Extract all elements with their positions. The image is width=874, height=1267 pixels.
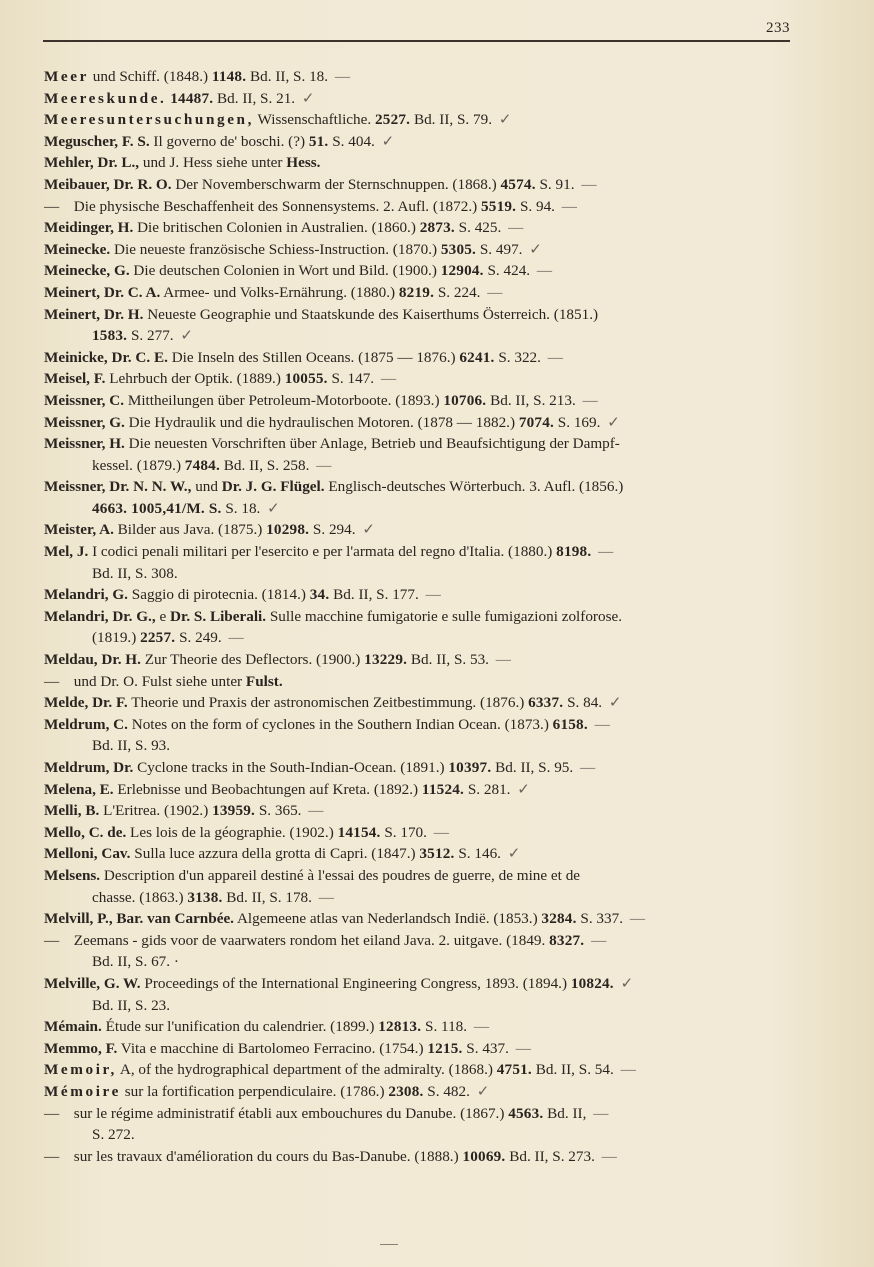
entry-author: Meissner, Dr. N. N. W., bbox=[44, 478, 192, 496]
entry-coauthor: Dr. S. Liberali. bbox=[170, 607, 267, 625]
entry-author: Meissner, C. bbox=[44, 391, 125, 409]
entry-location: S. 18. bbox=[221, 499, 261, 517]
entry-wrap-line bbox=[44, 627, 814, 649]
entry-title: Proceedings of the International Engineering Congress, 1893. (1894.) bbox=[140, 974, 571, 992]
shelf-number: 12813. bbox=[378, 1018, 422, 1036]
hand-mark: ✓ bbox=[603, 413, 620, 431]
entry-author: Meereskunde. bbox=[44, 89, 167, 107]
entry-title: Vita e macchine di Bartolomeo Ferracino. (1754.) bbox=[117, 1039, 428, 1057]
entry-location: S. 337. bbox=[576, 910, 624, 928]
shelf-number: 3138. bbox=[187, 888, 223, 906]
shelf-number: 5305. bbox=[440, 240, 477, 258]
entry-location: Bd. II, S. 273. bbox=[505, 1147, 595, 1165]
shelf-number: 10298. bbox=[266, 521, 310, 539]
catalog-entry bbox=[44, 304, 814, 347]
entry-wrap-text: (1819.) bbox=[92, 629, 141, 647]
shelf-number: 6337. bbox=[528, 694, 564, 712]
shelf-number: 1148. bbox=[211, 68, 247, 85]
entry-wrap-line bbox=[44, 1124, 814, 1146]
catalog-entry bbox=[44, 412, 814, 434]
entry-title: und Dr. O. Fulst siehe unter bbox=[70, 672, 246, 690]
shelf-number: 14154. bbox=[337, 823, 381, 841]
shelf-number: 11524. bbox=[421, 780, 465, 798]
hand-mark: ✓ bbox=[525, 240, 542, 258]
hand-mark: — bbox=[587, 931, 607, 949]
shelf-number: 10706. bbox=[443, 391, 487, 409]
entry-location: Bd. II, S. 23. bbox=[92, 996, 171, 1014]
entry-title: Étude sur l'unification du calendrier. (1899.) bbox=[101, 1018, 379, 1036]
entry-title: Description d'un appareil destiné à l'essai des poudres de guerre, de mine et de bbox=[100, 866, 581, 884]
entry-title: Neueste Geographie und Staatskunde des Kaiserthums Österreich. (1851.) bbox=[143, 305, 599, 323]
entry-author: Memoir, bbox=[44, 1061, 117, 1079]
hand-mark: — bbox=[504, 219, 524, 237]
footer-mark bbox=[380, 1244, 398, 1245]
catalog-entry bbox=[44, 541, 814, 584]
hand-mark: ✓ bbox=[503, 845, 521, 863]
entry-title: Notes on the form of cyclones in the Southern Indian Ocean. (1873.) bbox=[127, 715, 553, 733]
entry-wrap-line bbox=[44, 498, 814, 520]
entry-wrap-text: kessel. (1879.) bbox=[92, 456, 185, 474]
hand-mark: ✓ bbox=[377, 132, 395, 150]
entry-title: Cyclone tracks in the South-Indian-Ocean. (1891.) bbox=[133, 759, 449, 776]
hand-mark: — bbox=[314, 888, 334, 906]
shelf-number: 6158. bbox=[552, 715, 588, 733]
entry-author: Meguscher, F. S. bbox=[44, 132, 150, 150]
hand-mark: — bbox=[589, 1104, 609, 1122]
catalog-entry bbox=[44, 671, 814, 693]
hand-mark: — bbox=[491, 651, 511, 669]
catalog-entries bbox=[44, 66, 814, 1167]
hand-mark: ✓ bbox=[358, 521, 376, 539]
entry-wrap-line bbox=[44, 455, 814, 477]
entry-location: S. 281. bbox=[464, 780, 511, 798]
hand-mark: ✓ bbox=[263, 499, 280, 517]
entry-author: Meissner, G. bbox=[44, 413, 125, 431]
hand-mark: — bbox=[377, 370, 397, 388]
entry-title: Zur Theorie des Deflectors. (1900.) bbox=[140, 651, 365, 669]
shelf-number: 12904. bbox=[440, 262, 484, 280]
catalog-entry bbox=[44, 843, 814, 865]
entry-author: Meldrum, C. bbox=[44, 715, 128, 733]
entry-title: I codici penali militari per l'esercito e per l'armata del regno d'Italia. (1880.) bbox=[88, 543, 557, 561]
catalog-entry bbox=[44, 930, 814, 973]
hand-mark: — bbox=[511, 1039, 531, 1057]
catalog-entry bbox=[44, 260, 814, 282]
entry-location: Bd. II, S. 18. bbox=[246, 68, 329, 85]
entry-location: Fulst. bbox=[245, 672, 283, 690]
hand-mark: — bbox=[577, 175, 597, 193]
continuation-dash: — bbox=[44, 931, 60, 949]
shelf-number: 3284. bbox=[541, 910, 577, 928]
entry-location: S. 482. bbox=[423, 1082, 470, 1100]
continuation-dash: — bbox=[44, 1104, 60, 1122]
entry-coauthor: Dr. J. G. Flügel. bbox=[221, 478, 325, 496]
hand-mark: — bbox=[578, 391, 598, 409]
entry-title: und J. Hess siehe unter bbox=[139, 154, 287, 172]
catalog-entry bbox=[44, 1081, 814, 1103]
entry-author: Mehler, Dr. L., bbox=[44, 154, 140, 172]
entry-location: Bd. II, S. 53. bbox=[407, 651, 489, 669]
hand-mark: — bbox=[616, 1061, 636, 1079]
entry-title: A, of the hydrographical department of the admiralty. (1868.) bbox=[116, 1061, 497, 1079]
catalog-entry bbox=[44, 822, 814, 844]
hand-mark: — bbox=[304, 802, 324, 820]
entry-location: Bd. II, S. 79. bbox=[410, 111, 493, 129]
hand-mark: — bbox=[590, 715, 610, 733]
catalog-entry bbox=[44, 1016, 814, 1038]
hand-mark: ✓ bbox=[605, 694, 622, 712]
entry-location: S. 424. bbox=[483, 262, 531, 280]
hand-mark: ✓ bbox=[616, 974, 634, 992]
hand-mark: — bbox=[312, 456, 332, 474]
catalog-entry bbox=[44, 779, 814, 801]
entry-author: Meidinger, H. bbox=[44, 219, 134, 237]
shelf-number: 8219. bbox=[398, 283, 435, 301]
entry-title: Algemeene atlas van Nederlandsch Indië. (1853.) bbox=[233, 910, 542, 928]
entry-title: Die physische Beschaffenheit des Sonnensystems. 2. Aufl. (1872.) bbox=[70, 197, 481, 215]
entry-title: Die neueste französische Schiess-Instruction. (1870.) bbox=[110, 240, 441, 258]
entry-location: S. 146. bbox=[454, 845, 501, 863]
header-rule bbox=[43, 40, 790, 42]
shelf-number: 7484. bbox=[184, 456, 220, 474]
entry-author: Mello, C. de. bbox=[44, 823, 127, 841]
hand-mark: ✓ bbox=[176, 327, 194, 345]
catalog-entry bbox=[44, 519, 814, 541]
entry-title: Saggio di pirotecnia. (1814.) bbox=[127, 586, 310, 604]
catalog-entry bbox=[44, 174, 814, 196]
entry-location: Bd. II, S. 213. bbox=[486, 391, 576, 409]
hand-mark: — bbox=[594, 543, 614, 561]
entry-location: S. 404. bbox=[328, 132, 375, 150]
hand-mark: — bbox=[331, 68, 351, 85]
entry-author: Meinecke, G. bbox=[44, 262, 130, 280]
shelf-number: 5519. bbox=[480, 197, 517, 215]
entry-location: S. 365. bbox=[255, 802, 302, 820]
hand-mark: ✓ bbox=[472, 1082, 490, 1100]
entry-author: Melvill, P., Bar. van Carnbée. bbox=[44, 910, 234, 928]
hand-mark: — bbox=[626, 910, 645, 928]
entry-author: Melville, G. W. bbox=[44, 974, 141, 992]
entry-location: Bd. II, S. 21. bbox=[213, 89, 296, 107]
entry-wrap-line bbox=[44, 325, 814, 347]
entry-location: S. 272. bbox=[92, 1126, 135, 1144]
entry-location: Bd. II, S. 54. bbox=[531, 1061, 614, 1079]
catalog-entry bbox=[44, 1103, 814, 1146]
entry-title: Armee- und Volks-Ernährung. (1880.) bbox=[160, 283, 399, 301]
catalog-entry bbox=[44, 606, 814, 649]
entry-title: e bbox=[155, 607, 170, 625]
shelf-number: 4663. bbox=[92, 499, 128, 517]
hand-mark: — bbox=[557, 197, 577, 215]
entry-title: Erlebnisse und Beobachtungen auf Kreta. (1892.) bbox=[113, 780, 422, 798]
catalog-entry bbox=[44, 757, 814, 779]
entry-title: Wissenschaftliche. bbox=[253, 111, 375, 129]
hand-mark: — bbox=[470, 1018, 490, 1036]
catalog-entry bbox=[44, 217, 814, 239]
catalog-entry bbox=[44, 1038, 814, 1060]
hand-mark: ✓ bbox=[495, 111, 512, 129]
shelf-number: 4751. bbox=[496, 1061, 532, 1079]
entry-author: Meister, A. bbox=[44, 521, 114, 539]
entry-author: Meinecke. bbox=[44, 240, 111, 258]
shelf-number: 2527. bbox=[374, 111, 411, 129]
entry-title: Die britischen Colonien in Australien. (1860.) bbox=[133, 219, 420, 237]
shelf-number-alt: 1005,41/M. S. bbox=[127, 499, 222, 517]
entry-wrap-line bbox=[44, 995, 814, 1017]
entry-title: Lehrbuch der Optik. (1889.) bbox=[105, 370, 285, 388]
entry-location: S. 322. bbox=[494, 348, 541, 366]
entry-wrap-line bbox=[44, 563, 814, 585]
hand-mark: ✓ bbox=[513, 780, 530, 798]
entry-location: Bd. II, S. 177. bbox=[329, 586, 419, 604]
entry-location: S. 91. bbox=[535, 175, 575, 193]
shelf-number: 13229. bbox=[364, 651, 408, 669]
hand-mark: — bbox=[429, 823, 449, 841]
entry-title: Die Hydraulik und die hydraulischen Motoren. (1878 — 1882.) bbox=[124, 413, 519, 431]
entry-author: Meldrum, Dr. bbox=[44, 759, 134, 776]
catalog-entry bbox=[44, 433, 814, 476]
catalog-entry bbox=[44, 865, 814, 908]
shelf-number: 8327. bbox=[549, 931, 585, 949]
shelf-number: 1215. bbox=[427, 1039, 463, 1057]
catalog-entry bbox=[44, 109, 814, 131]
hand-mark: — bbox=[421, 586, 441, 604]
entry-location: Hess. bbox=[286, 154, 321, 172]
catalog-entry bbox=[44, 390, 814, 412]
entry-title: sur le régime administratif établi aux embouchures du Danube. (1867.) bbox=[70, 1104, 509, 1122]
shelf-number: 51. bbox=[308, 132, 329, 150]
hand-mark: — bbox=[533, 262, 553, 280]
catalog-entry bbox=[44, 88, 814, 110]
catalog-entry bbox=[44, 131, 814, 153]
catalog-entry bbox=[44, 692, 814, 714]
shelf-number: 2257. bbox=[140, 629, 176, 647]
entry-author: Meinicke, Dr. C. E. bbox=[44, 348, 168, 366]
entry-author: Meinert, Dr. C. A. bbox=[44, 283, 161, 301]
entry-author: Meisel, F. bbox=[44, 370, 106, 388]
hand-mark: — bbox=[483, 283, 503, 301]
entry-title-cont: Englisch-deutsches Wörterbuch. 3. Aufl. (1856.) bbox=[324, 478, 624, 496]
shelf-number: 14487. bbox=[170, 89, 214, 107]
entry-title: L'Eritrea. (1902.) bbox=[99, 802, 213, 820]
shelf-number: 6241. bbox=[459, 348, 495, 366]
entry-title: Mittheilungen über Petroleum-Motorboote. (1893.) bbox=[124, 391, 444, 409]
entry-location: Bd. II, S. 178. bbox=[222, 888, 312, 906]
entry-author: Memmo, F. bbox=[44, 1039, 118, 1057]
entry-author: Melena, E. bbox=[44, 780, 114, 798]
entry-location: S. 147. bbox=[327, 370, 375, 388]
entry-title: und bbox=[191, 478, 222, 496]
entry-author: Meinert, Dr. H. bbox=[44, 305, 144, 323]
shelf-number: 2873. bbox=[419, 219, 455, 237]
entry-title: sur la fortification perpendiculaire. (1786.) bbox=[120, 1082, 389, 1100]
entry-location: Bd. II, S. 67. · bbox=[92, 953, 179, 971]
catalog-entry bbox=[44, 282, 814, 304]
entry-title: Die Inseln des Stillen Oceans. (1875 — 1876.) bbox=[167, 348, 460, 366]
entry-wrap-text: chasse. (1863.) bbox=[92, 888, 188, 906]
entry-location: S. 497. bbox=[476, 240, 523, 258]
entry-author: Melli, B. bbox=[44, 802, 100, 820]
entry-author: Mémoire bbox=[44, 1082, 121, 1100]
catalog-entry bbox=[44, 368, 814, 390]
entry-title: Die deutschen Colonien in Wort und Bild. (1900.) bbox=[129, 262, 441, 280]
catalog-entry bbox=[44, 66, 814, 88]
entry-location: S. 425. bbox=[454, 219, 502, 237]
hand-mark: ✓ bbox=[298, 89, 315, 107]
shelf-number: 13959. bbox=[212, 802, 256, 820]
entry-author: Meldau, Dr. H. bbox=[44, 651, 141, 669]
entry-location: S. 94. bbox=[516, 197, 555, 215]
entry-location: S. 118. bbox=[421, 1018, 468, 1036]
shelf-number: 10055. bbox=[284, 370, 328, 388]
entry-title: Les lois de la géographie. (1902.) bbox=[126, 823, 338, 841]
entry-title: Bilder aus Java. (1875.) bbox=[113, 521, 267, 539]
entry-location: S. 224. bbox=[434, 283, 481, 301]
entry-location: S. 84. bbox=[563, 694, 603, 712]
entry-title: Die neuesten Vorschriften über Anlage, Betrieb und Beaufsichtigung der Dampf- bbox=[124, 435, 620, 453]
shelf-number: 4574. bbox=[500, 175, 536, 193]
entry-location: S. 277. bbox=[127, 327, 174, 345]
page-number: 233 bbox=[766, 20, 790, 36]
continuation-dash: — bbox=[44, 197, 60, 215]
catalog-entry bbox=[44, 800, 814, 822]
entry-location: S. 294. bbox=[309, 521, 356, 539]
entry-title: Il governo de' boschi. (?) bbox=[149, 132, 309, 150]
catalog-entry bbox=[44, 973, 814, 1016]
entry-title-cont: Sulle macchine fumigatorie e sulle fumigazioni zolforose. bbox=[266, 607, 623, 625]
hand-mark: — bbox=[543, 348, 563, 366]
entry-author: Melandri, G. bbox=[44, 586, 128, 604]
shelf-number: 3512. bbox=[419, 845, 455, 863]
entry-author: Meissner, H. bbox=[44, 435, 125, 453]
entry-author: Mémain. bbox=[44, 1018, 102, 1036]
entry-title: Theorie und Praxis der astronomischen Zeitbestimmung. (1876.) bbox=[127, 694, 529, 712]
catalog-entry bbox=[44, 152, 814, 174]
entry-wrap-line bbox=[44, 951, 814, 973]
entry-author: Melloni, Cav. bbox=[44, 845, 131, 863]
entry-author: Mel, J. bbox=[44, 543, 89, 561]
entry-location: Bd. II, S. 93. bbox=[92, 737, 171, 755]
catalog-entry bbox=[44, 239, 814, 261]
catalog-entry bbox=[44, 476, 814, 519]
entry-author: Meer bbox=[44, 68, 89, 85]
shelf-number: 10824. bbox=[570, 974, 614, 992]
continuation-dash: — bbox=[44, 1147, 60, 1165]
catalog-entry bbox=[44, 714, 814, 757]
hand-mark: — bbox=[576, 759, 596, 776]
catalog-entry bbox=[44, 1059, 814, 1081]
shelf-number: 10069. bbox=[462, 1147, 506, 1165]
entry-wrap-line bbox=[44, 887, 814, 909]
entry-location: S. 169. bbox=[554, 413, 601, 431]
entry-title: sur les travaux d'amélioration du cours du Bas-Danube. (1888.) bbox=[70, 1147, 463, 1165]
entry-location: Bd. II, S. 95. bbox=[491, 759, 574, 776]
entry-author: Meeresuntersuchungen, bbox=[44, 111, 254, 129]
hand-mark: — bbox=[224, 629, 244, 647]
catalog-entry bbox=[44, 649, 814, 671]
entry-title: Der Novemberschwarm der Sternschnuppen. (1868.) bbox=[171, 175, 501, 193]
entry-author: Meibauer, Dr. R. O. bbox=[44, 175, 172, 193]
shelf-number: 10397. bbox=[448, 759, 492, 776]
entry-title: Sulla luce azzura della grotta di Capri. (1847.) bbox=[130, 845, 420, 863]
shelf-number: 2308. bbox=[388, 1082, 424, 1100]
entry-author: Melandri, Dr. G., bbox=[44, 607, 156, 625]
entry-title: Zeemans - gids voor de vaarwaters rondom het eiland Java. 2. uitgave. (1849. bbox=[70, 931, 550, 949]
shelf-number: 8198. bbox=[556, 543, 592, 561]
entry-location: Bd. II, S. 308. bbox=[92, 564, 178, 582]
shelf-number: 4563. bbox=[508, 1104, 544, 1122]
entry-location: Bd. II, S. 258. bbox=[219, 456, 310, 474]
catalog-entry bbox=[44, 1146, 814, 1168]
catalog-entry bbox=[44, 908, 814, 930]
entry-location: S. 170. bbox=[380, 823, 427, 841]
shelf-number: 34. bbox=[309, 586, 330, 604]
shelf-number: 7074. bbox=[518, 413, 554, 431]
entry-author: Melsens. bbox=[44, 866, 101, 884]
entry-author: Melde, Dr. F. bbox=[44, 694, 128, 712]
entry-title: und Schiff. (1848.) bbox=[88, 68, 212, 85]
shelf-number: 1583. bbox=[92, 327, 128, 345]
catalog-entry bbox=[44, 347, 814, 369]
hand-mark: — bbox=[597, 1147, 617, 1165]
catalog-entry bbox=[44, 196, 814, 218]
entry-location: S. 249. bbox=[175, 629, 222, 647]
entry-wrap-line bbox=[44, 735, 814, 757]
entry-location: S. 437. bbox=[462, 1039, 509, 1057]
entry-location: Bd. II, bbox=[543, 1104, 587, 1122]
continuation-dash: — bbox=[44, 672, 60, 690]
catalog-entry bbox=[44, 584, 814, 606]
